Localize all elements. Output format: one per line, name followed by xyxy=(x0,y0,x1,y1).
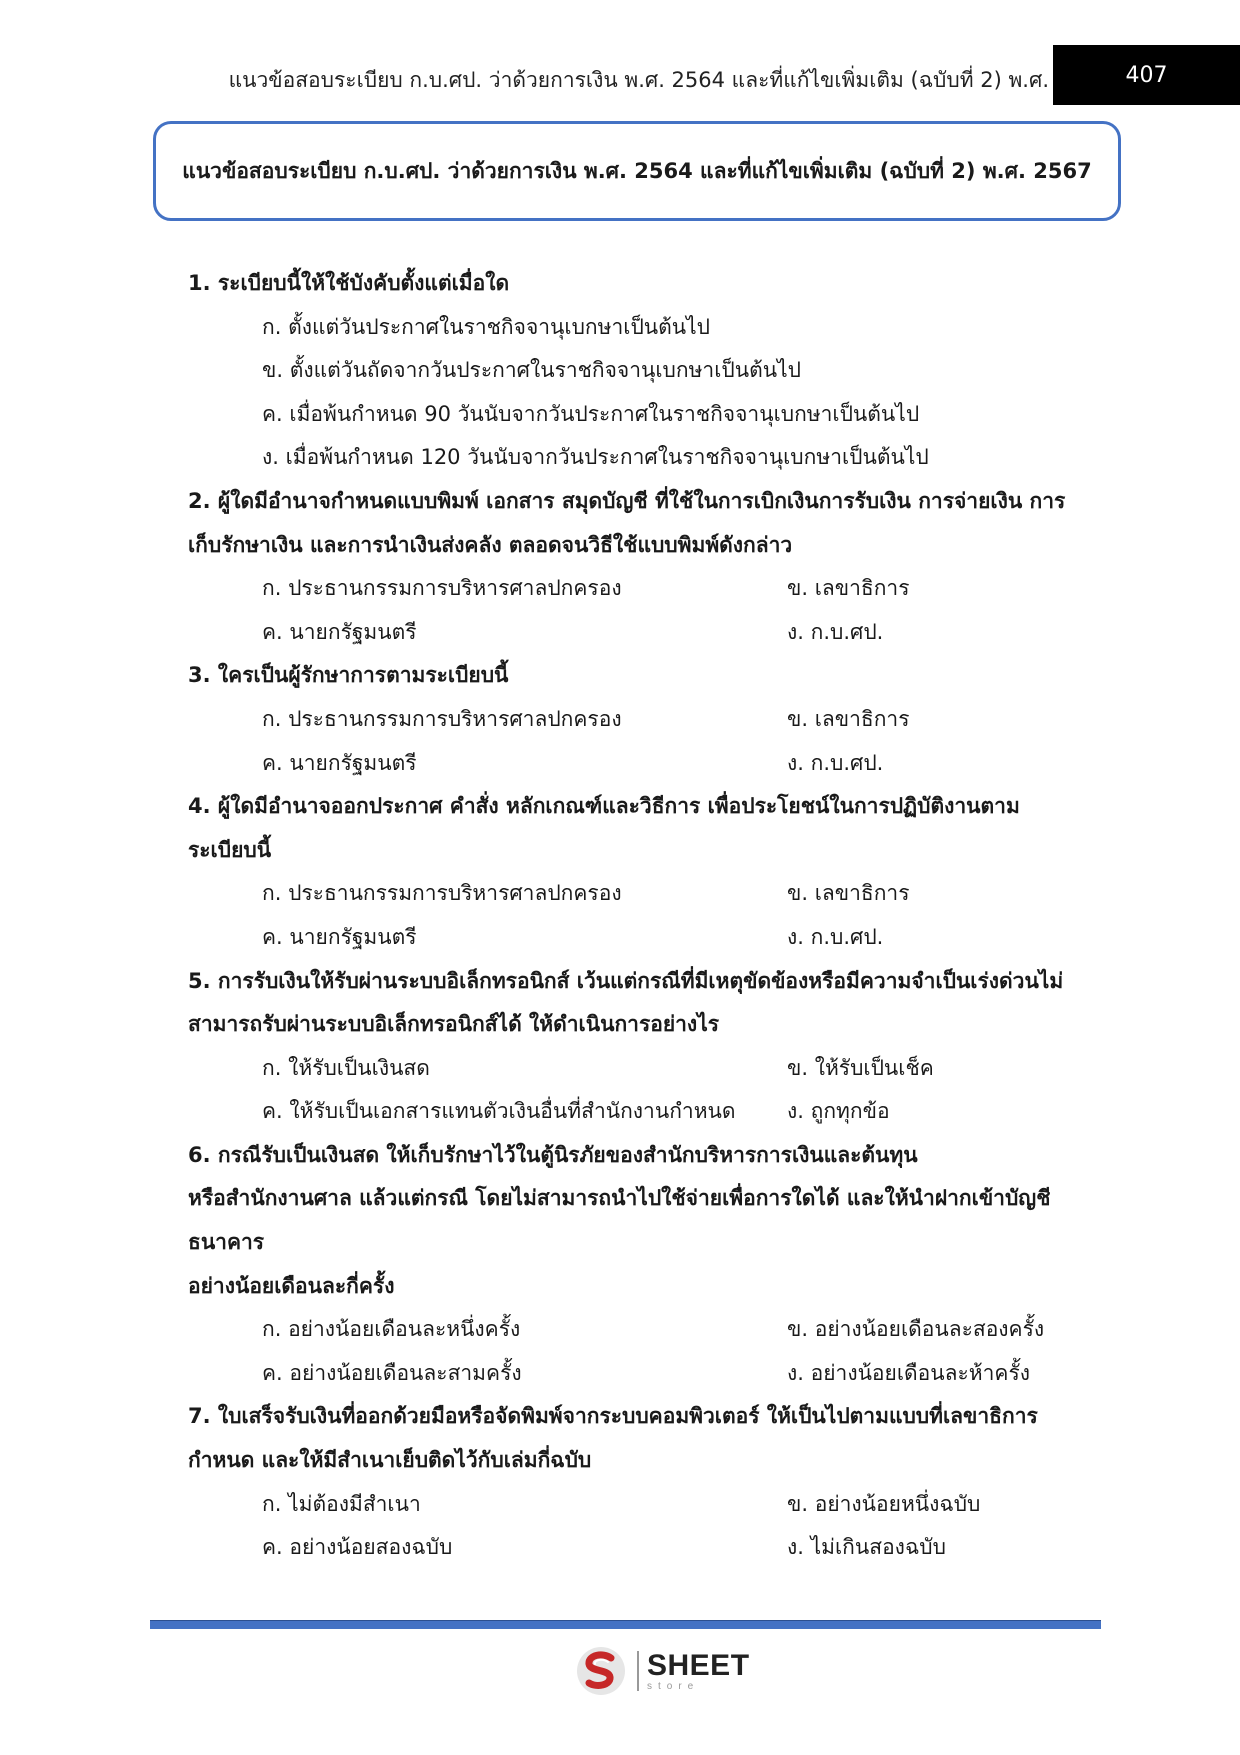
option-a: ก. ประธานกรรมการบริหารศาลปกครอง xyxy=(262,576,622,601)
logo-wordmark xyxy=(647,1648,750,1692)
question-text: 2. ผู้ใดมีอำนาจกำหนดแบบพิมพ์ เอกสาร สมุดบัญชี ที่ใช้ในการเบิกเงินการรับเงิน การจ่ายเงิน การ xyxy=(188,488,1066,513)
running-header xyxy=(0,52,1053,108)
question-text: 6. กรณีรับเป็นเงินสด ให้เก็บรักษาไว้ในตู้นิรภัยของสำนักบริหารการเงินและต้นทุน xyxy=(188,1142,918,1167)
option-c: ค. อย่างน้อยสองฉบับ xyxy=(262,1535,453,1560)
option-b: ข. ให้รับเป็นเช็ค xyxy=(787,1055,934,1080)
question-7 xyxy=(188,1395,1118,1569)
option-row xyxy=(188,872,1118,916)
page-number-box xyxy=(1053,45,1240,105)
option-row xyxy=(188,698,1118,742)
question-text: 1. ระเบียบนี้ให้ใช้บังคับตั้งแต่เมื่อใด xyxy=(188,271,510,295)
question-text: ระเบียบนี้ xyxy=(188,837,272,862)
question-text: 4. ผู้ใดมีอำนาจออกประกาศ คำสั่ง หลักเกณฑ์และวิธีการ เพื่อประโยชน์ในการปฏิบัติงานตาม xyxy=(188,794,1020,819)
option-a: ก. ไม่ต้องมีสำเนา xyxy=(262,1491,421,1516)
option-row xyxy=(188,742,1118,786)
option-b: ข. ตั้งแต่วันถัดจากวันประกาศในราชกิจจานุเบกษาเป็นต้นไป xyxy=(262,358,801,383)
option-b: ข. เลขาธิการ xyxy=(787,706,910,731)
option-c: ค. ให้รับเป็นเอกสารแทนตัวเงินอื่นที่สำนักงานกำหนด xyxy=(262,1099,736,1124)
option-row xyxy=(188,611,1118,655)
logo-sub: store xyxy=(647,1680,700,1692)
option-a: ก. ประธานกรรมการบริหารศาลปกครอง xyxy=(262,706,622,731)
option-row xyxy=(188,916,1118,960)
option-row xyxy=(188,1047,1118,1091)
option-a: ก. อย่างน้อยเดือนละหนึ่งครั้ง xyxy=(262,1317,521,1342)
option-row xyxy=(188,1526,1118,1570)
sheet-store-s-logo-icon xyxy=(575,1645,627,1697)
option-b: ข. อย่างน้อยหนึ่งฉบับ xyxy=(787,1491,981,1516)
running-header-title: แนวข้อสอบระเบียบ ก.บ.ศป. ว่าด้วยการเงิน พ.ศ. 2564 และที่แก้ไขเพิ่มเติม (ฉบับที่ 2) พ.ศ. xyxy=(228,67,1049,92)
question-4 xyxy=(188,785,1118,959)
question-6 xyxy=(188,1134,1118,1396)
question-text: 5. การรับเงินให้รับผ่านระบบอิเล็กทรอนิกส์ เว้นแต่กรณีที่มีเหตุขัดข้องหรือมีความจำเป็นเร่งด่วนไม่ xyxy=(188,968,1064,993)
option-b: ข. เลขาธิการ xyxy=(787,576,910,601)
question-text: หรือสำนักงานศาล แล้วแต่กรณี โดยไม่สามารถนำไปใช้จ่ายเพื่อการใดได้ และให้นำฝากเข้าบัญชี xyxy=(188,1186,1051,1211)
option-b: ข. เลขาธิการ xyxy=(787,881,910,906)
option-d: ง. ไม่เกินสองฉบับ xyxy=(787,1535,946,1560)
option-d: ง. ก.บ.ศป. xyxy=(787,619,884,644)
option-d: ง. ก.บ.ศป. xyxy=(787,924,884,949)
logo-word: SHEET xyxy=(647,1648,750,1682)
question-text: เก็บรักษาเงิน และการนำเงินส่งคลัง ตลอดจนวิธีใช้แบบพิมพ์ดังกล่าว xyxy=(188,532,793,557)
option-d: ง. ถูกทุกข้อ xyxy=(787,1099,890,1124)
option-row xyxy=(188,1352,1118,1396)
question-list xyxy=(188,262,1118,1570)
question-3 xyxy=(188,654,1118,785)
document-title: แนวข้อสอบระเบียบ ก.บ.ศป. ว่าด้วยการเงิน พ.ศ. 2564 และที่แก้ไขเพิ่มเติม (ฉบับที่ 2) พ.ศ. 2567 xyxy=(182,158,1092,183)
question-text: กำหนด และให้มีสำเนาเย็บติดไว้กับเล่มกี่ฉบับ xyxy=(188,1448,592,1473)
option-row xyxy=(188,1308,1118,1352)
option-a: ก. ประธานกรรมการบริหารศาลปกครอง xyxy=(262,881,622,906)
option-c: ค. นายกรัฐมนตรี xyxy=(262,924,417,949)
option-a: ก. ให้รับเป็นเงินสด xyxy=(262,1055,430,1080)
question-5 xyxy=(188,960,1118,1134)
option-d: ง. เมื่อพ้นกำหนด 120 วันนับจากวันประกาศในราชกิจจานุเบกษาเป็นต้นไป xyxy=(262,445,929,470)
option-d: ง. อย่างน้อยเดือนละห้าครั้ง xyxy=(787,1360,1030,1385)
option-row xyxy=(188,567,1118,611)
option-a: ก. ตั้งแต่วันประกาศในราชกิจจานุเบกษาเป็นต้นไป xyxy=(262,314,711,339)
question-text: 7. ใบเสร็จรับเงินที่ออกด้วยมือหรือจัดพิมพ์จากระบบคอมพิวเตอร์ ให้เป็นไปตามแบบที่เลขาธิการ xyxy=(188,1404,1038,1429)
option-row xyxy=(188,1090,1118,1134)
question-2 xyxy=(188,480,1118,654)
footer-rule xyxy=(150,1620,1101,1629)
question-text: สามารถรับผ่านระบบอิเล็กทรอนิกส์ได้ ให้ดำเนินการอย่างไร xyxy=(188,1012,720,1037)
option-c: ค. เมื่อพ้นกำหนด 90 วันนับจากวันประกาศในราชกิจจานุเบกษาเป็นต้นไป xyxy=(262,401,920,426)
question-1 xyxy=(188,262,1118,480)
option-c: ค. นายกรัฐมนตรี xyxy=(262,750,417,775)
document-title-box xyxy=(153,121,1121,221)
option-c: ค. นายกรัฐมนตรี xyxy=(262,619,417,644)
question-text: อย่างน้อยเดือนละกี่ครั้ง xyxy=(188,1273,395,1298)
sheet-store-logo xyxy=(575,1645,750,1697)
question-text: 3. ใครเป็นผู้รักษาการตามระเบียบนี้ xyxy=(188,663,509,688)
option-b: ข. อย่างน้อยเดือนละสองครั้ง xyxy=(787,1317,1045,1342)
question-text: ธนาคาร xyxy=(188,1230,265,1255)
logo-divider xyxy=(637,1651,639,1691)
option-row xyxy=(188,1483,1118,1527)
option-c: ค. อย่างน้อยเดือนละสามครั้ง xyxy=(262,1360,522,1385)
option-d: ง. ก.บ.ศป. xyxy=(787,750,884,775)
page-number: 407 xyxy=(1125,62,1168,88)
